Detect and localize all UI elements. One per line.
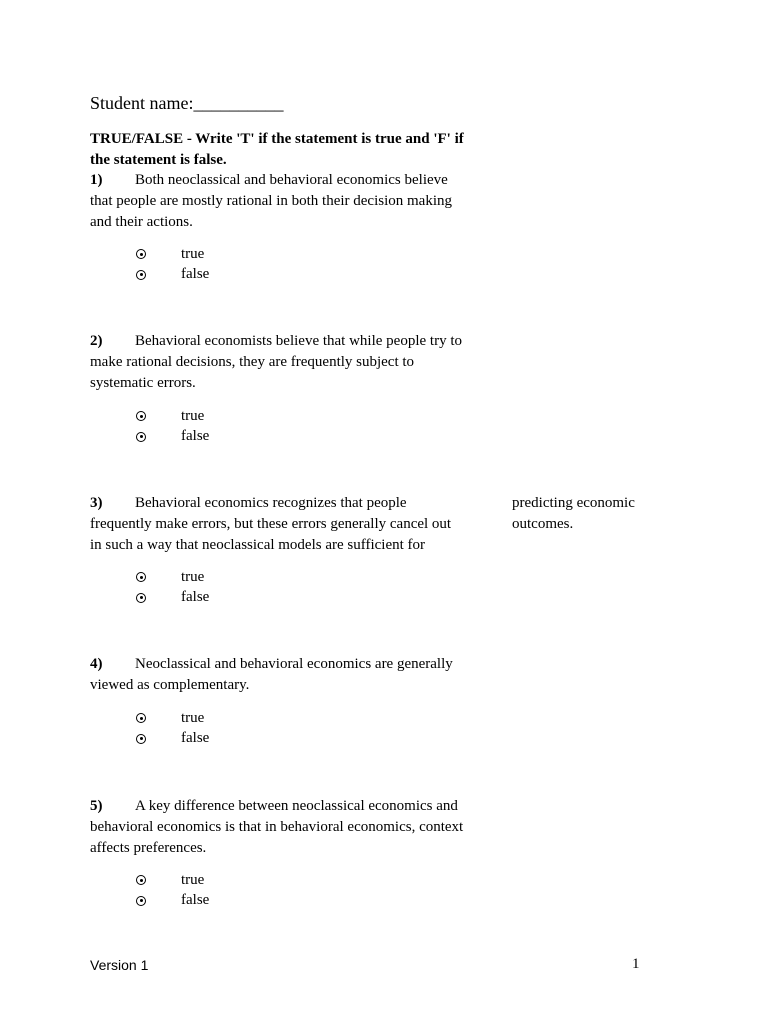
question-number: 3)	[90, 495, 103, 511]
question-text: Neoclassical and behavioral economics are generally viewed as complementary.	[90, 656, 453, 693]
option-label: false	[181, 428, 210, 445]
question-text: Behavioral economists believe that while people try to make rational decisions, they are frequently subject to systematic errors.	[90, 333, 462, 391]
option-true[interactable]	[136, 567, 209, 588]
option-false[interactable]	[136, 729, 209, 750]
option-label: false	[181, 730, 210, 747]
radio-icon[interactable]	[136, 896, 146, 906]
option-false[interactable]	[136, 588, 209, 609]
option-true[interactable]	[136, 870, 209, 891]
question-4	[90, 654, 468, 696]
question-3	[90, 493, 462, 556]
option-label: false	[181, 892, 210, 909]
page-number: 1	[632, 956, 640, 972]
instructions: TRUE/FALSE - Write 'T' if the statement is true and 'F' if the statement is false.	[90, 131, 464, 168]
option-label: true	[181, 709, 205, 726]
radio-icon[interactable]	[136, 432, 146, 442]
radio-icon[interactable]	[136, 593, 146, 603]
question-number: 5)	[90, 798, 103, 814]
question-5	[90, 796, 468, 859]
question-1-options	[136, 244, 209, 285]
option-label: false	[181, 266, 210, 283]
option-label: false	[181, 589, 210, 606]
question-2-options	[136, 406, 209, 447]
option-true[interactable]	[136, 406, 209, 427]
question-1	[90, 170, 468, 233]
option-label: true	[181, 245, 205, 262]
option-false[interactable]	[136, 427, 209, 448]
question-4-options	[136, 708, 209, 749]
radio-icon[interactable]	[136, 572, 146, 582]
radio-icon[interactable]	[136, 411, 146, 421]
option-label: true	[181, 407, 205, 424]
option-false[interactable]	[136, 891, 209, 912]
option-false[interactable]	[136, 265, 209, 286]
option-true[interactable]	[136, 244, 209, 265]
radio-icon[interactable]	[136, 270, 146, 280]
question-number: 2)	[90, 333, 103, 349]
question-2	[90, 331, 468, 394]
question-3-continuation: predicting economic outcomes.	[512, 495, 635, 532]
option-label: true	[181, 568, 205, 585]
question-5-options	[136, 870, 209, 911]
question-text: Behavioral economics recognizes that people frequently make errors, but these errors generally cancel out in such a way that neoclassical models are sufficient for	[90, 495, 452, 553]
radio-icon[interactable]	[136, 875, 146, 885]
footer-version: Version 1	[90, 957, 149, 973]
radio-icon[interactable]	[136, 713, 146, 723]
question-number: 1)	[90, 172, 103, 188]
question-text: A key difference between neoclassical economics and behavioral economics is that in behavioral economics, context affects preferences.	[90, 798, 464, 856]
question-3-options	[136, 567, 209, 608]
option-true[interactable]	[136, 708, 209, 729]
radio-icon[interactable]	[136, 249, 146, 259]
student-name-field: Student name:__________	[90, 93, 284, 113]
option-label: true	[181, 871, 205, 888]
radio-icon[interactable]	[136, 734, 146, 744]
question-number: 4)	[90, 656, 103, 672]
question-text: Both neoclassical and behavioral economics believe that people are mostly rational in both their decision making and their actions.	[90, 172, 452, 230]
